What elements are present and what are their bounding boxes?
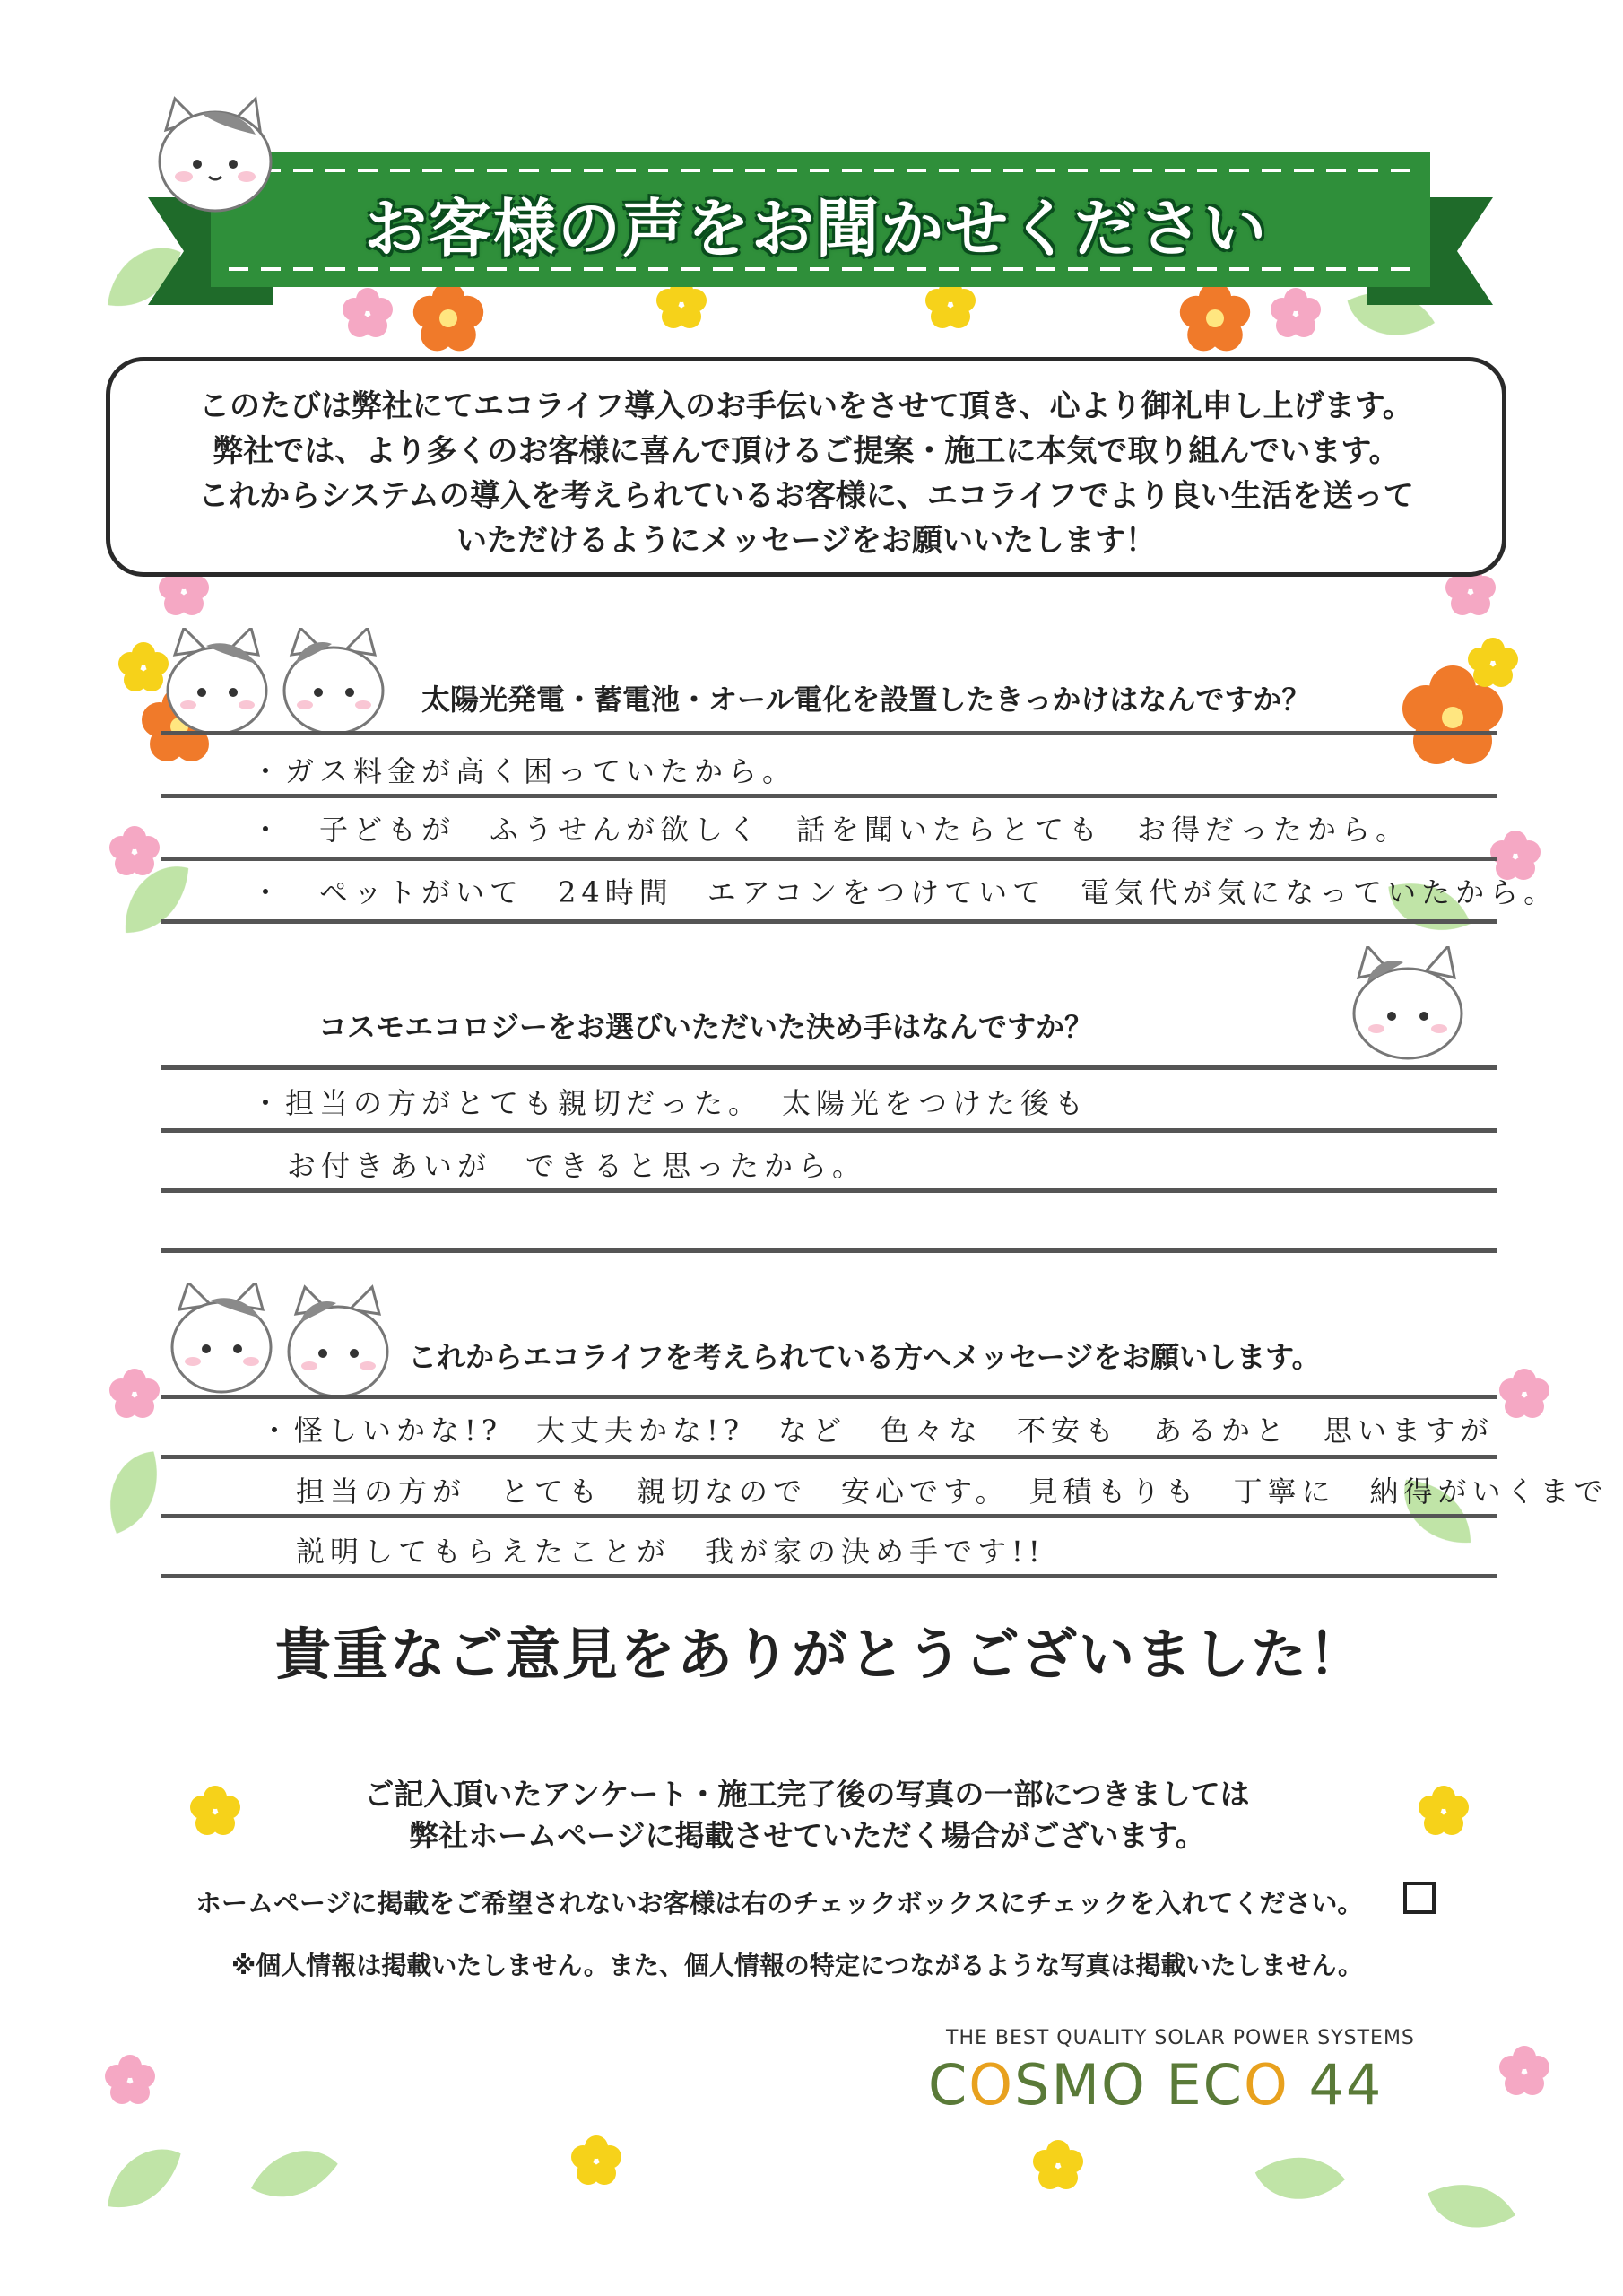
answer-line xyxy=(161,1574,1497,1578)
answer-3-line-2: 担当の方が とても 親切なので 安心です。 見積もりも 丁寧に 納得がいくまで xyxy=(296,1474,1609,1509)
cat-pair-icon xyxy=(161,628,386,735)
publication-notice xyxy=(269,1774,1345,1857)
intro-line: いただけるようにメッセージをお願いいたします！ xyxy=(456,523,1156,559)
opt-out-instruction: ホームページに掲載をご希望されないお客様は右のチェックボックスにチェックを入れてください。 xyxy=(195,1888,1364,1918)
brand-name-part: O xyxy=(1243,2052,1289,2118)
cat-mascot-icon xyxy=(148,94,282,220)
intro-line: このたびは弊社にてエコライフ導入のお手伝いをさせて頂き、心より御礼申し上げます。 xyxy=(199,388,1413,424)
page-title: お客様の声をお聞かせください xyxy=(364,192,1268,265)
privacy-note: ※個人情報は掲載いたしません。また、個人情報の特定につながるような写真は掲載いたしません。 xyxy=(231,1951,1364,1980)
cat-mascot-icon xyxy=(1345,946,1471,1063)
brand-logo xyxy=(928,2052,1383,2118)
cat-pair-icon xyxy=(166,1283,390,1399)
answer-2-line-1: ・担当の方がとても親切だった。 太陽光をつけた後も xyxy=(251,1086,1089,1120)
brand-name-part: O xyxy=(968,2052,1015,2118)
answer-line xyxy=(161,1514,1497,1518)
answer-line xyxy=(161,731,1497,735)
answer-1-line-3: ・ ペットがいて 24時間 エアコンをつけていて 電気代が気になっていたから。 xyxy=(251,875,1558,909)
question-3: これからエコライフを考えられている方へメッセージをお願いします。 xyxy=(408,1340,1321,1374)
answer-line xyxy=(161,1188,1497,1193)
answer-line xyxy=(161,794,1497,798)
answer-1-line-1: ・ガス料金が高く困っていたから。 xyxy=(251,754,797,788)
answer-line xyxy=(161,1065,1497,1070)
brand-tagline: THE BEST QUALITY SOLAR POWER SYSTEMS xyxy=(946,2027,1415,2049)
intro-message-box xyxy=(106,357,1506,577)
question-1: 太陽光発電・蓄電池・オール電化を設置したきっかけはなんですか？ xyxy=(421,683,1311,717)
answer-3-line-1: ・怪しいかな!? 大丈夫かな!? など 色々な 不安も あるかと 思いますが xyxy=(260,1413,1495,1448)
brand-name-part: 44 xyxy=(1289,2052,1384,2118)
question-2: コスモエコロジーをお選びいただいた決め手はなんですか？ xyxy=(318,1010,1094,1044)
intro-line: 弊社では、より多くのお客様に喜んで頂けるご提案・施工に本気で取り組んでいます。 xyxy=(213,433,1400,469)
answer-line xyxy=(161,857,1497,861)
notice-line: 弊社ホームページに掲載させていただく場合がございます。 xyxy=(409,1818,1205,1853)
answer-line xyxy=(161,1455,1497,1459)
answer-2-line-2: お付きあいが できると思ったから。 xyxy=(287,1149,867,1183)
brand-name-part: SMO EC xyxy=(1014,2052,1244,2118)
answer-line xyxy=(161,1248,1497,1253)
answer-line xyxy=(161,1395,1497,1399)
answer-1-line-2: ・ 子どもが ふうせんが欲しく 話を聞いたらとても お得だったから。 xyxy=(251,813,1410,847)
answer-line xyxy=(161,1128,1497,1133)
answer-line xyxy=(161,919,1497,924)
intro-line: これからシステムの導入を考えられているお客様に、エコライフでより良い生活を送って xyxy=(198,478,1414,514)
notice-line: ご記入頂いたアンケート・施工完了後の写真の一部につきましては xyxy=(364,1777,1250,1812)
brand-name-part: C xyxy=(928,2052,969,2118)
opt-out-checkbox[interactable] xyxy=(1403,1882,1436,1914)
answer-3-line-3: 説明してもらえたことが 我が家の決め手です!! xyxy=(296,1535,1046,1569)
thank-you-heading: 貴重なご意見をありがとうございました！ xyxy=(274,1622,1366,1687)
